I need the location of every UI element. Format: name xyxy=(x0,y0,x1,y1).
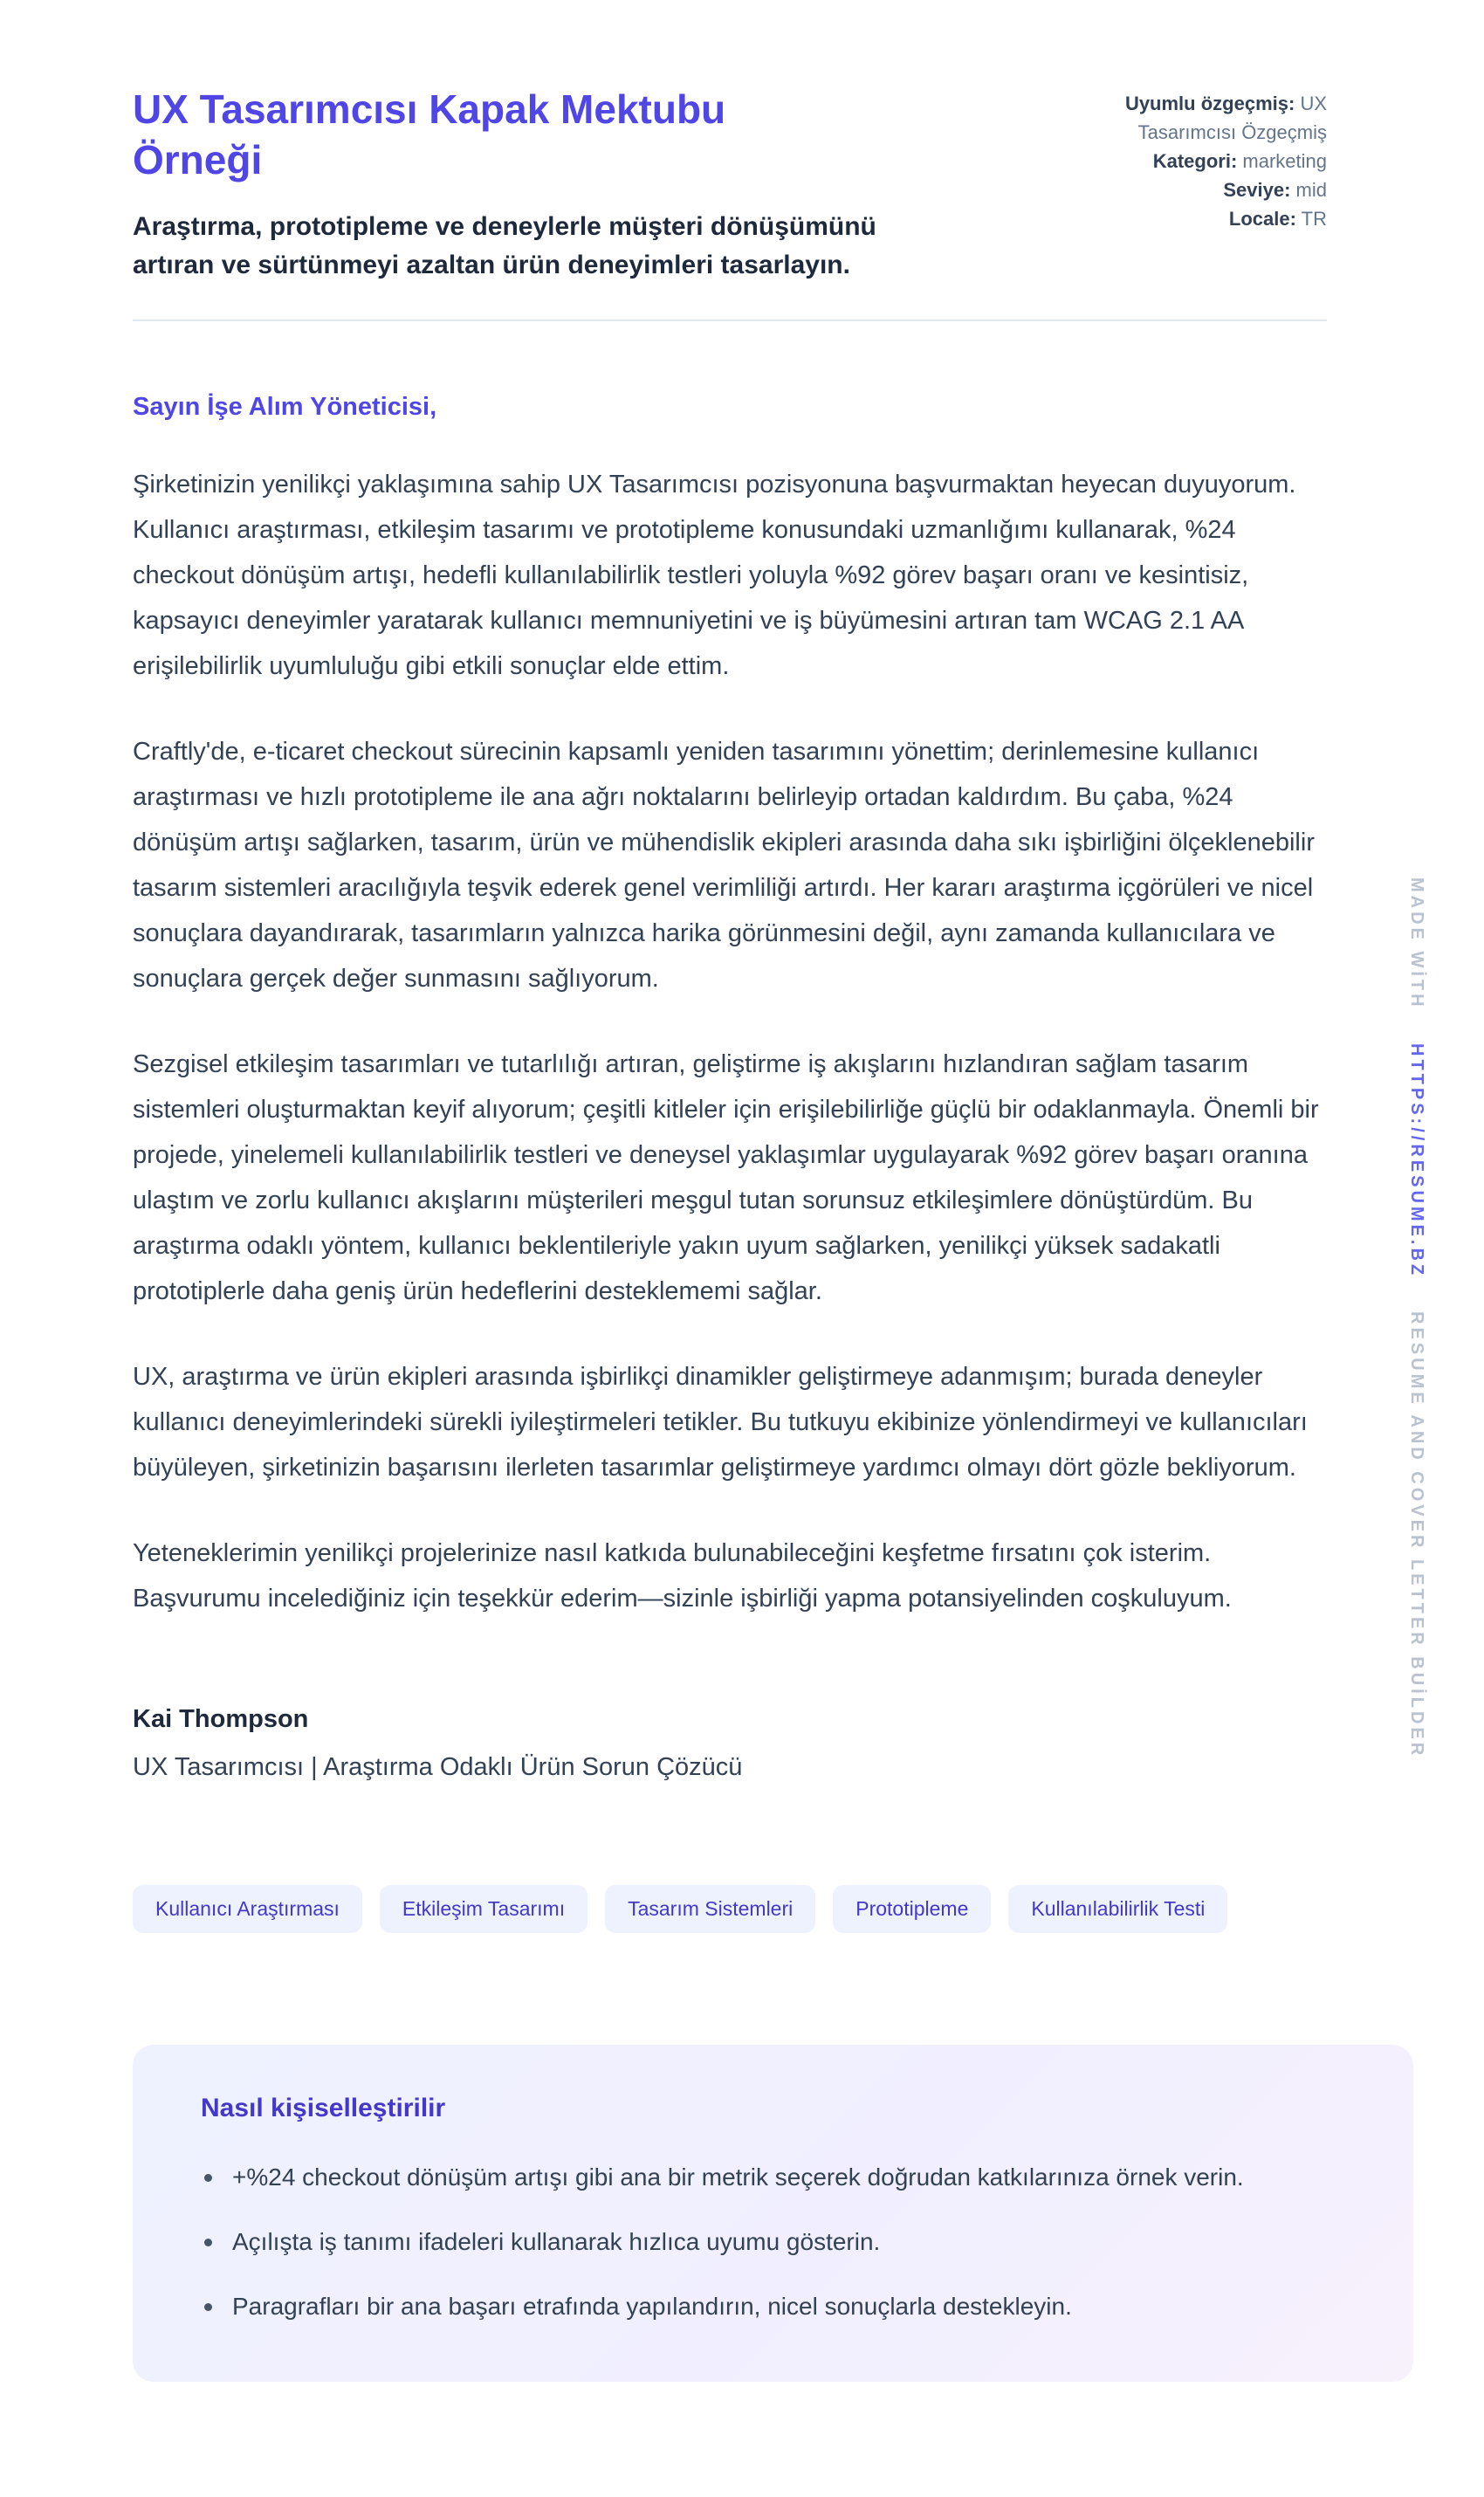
personalization-tips-card xyxy=(133,2045,1413,2382)
tips-list-item: Paragrafları bir ana başarı etrafında yapılandırın, nicel sonuçlarla destekleyin. xyxy=(169,2286,1295,2328)
meta-level xyxy=(1096,175,1327,204)
letter-paragraph: Craftly'de, e-ticaret checkout sürecinin kapsamlı yeniden tasarımını yönettim; derinlemesine kullanıcı araştırması ve hızlı prototipleme ile ana ağrı noktalarını belirleyip ortadan kaldırdım. Bu çaba, %24 dönüşüm artışı sağlarken, tasarım, ürün ve mühendislik ekipleri arasında daha sıkı işbirliğini ölçeklenebilir tasarım sistemleri aracılığıyla teşvik ederek genel verimliliği artırdı. Her kararı araştırma içgörüleri ve nicel sonuçlara dayandırarak, tasarımların yalnızca harika görünmesini değil, aynı zamanda kullanıcılara ve sonuçlara gerçek değer sunmasını sağlıyorum. xyxy=(133,738,1315,993)
watermark-prefix: MADE WİTH xyxy=(1407,877,1426,1010)
meta-block xyxy=(1096,84,1327,233)
page-title: UX Tasarımcısı Kapak Mektubu Örneği xyxy=(133,86,726,182)
meta-level-value: mid xyxy=(1295,179,1327,201)
letter-salutation: Sayın İşe Alım Yöneticisi, xyxy=(133,393,437,421)
letter-paragraph: UX, araştırma ve ürün ekipleri arasında işbirlikçi dinamikler geliştirmeye adanmışım; burada deneyler kullanıcı deneyimlerindeki sürekli iyileştirmeleri tetikler. Bu tutkuyu ekibinize yönlendirmeyi ve kullanıcıları büyüleyen, şirketinizin başarısını ilerleten tasarımlar geliştirmeye yardımcı olmayı dört gözle bekliyorum. xyxy=(133,1363,1308,1482)
meta-category-label: Kategori: xyxy=(1152,150,1238,172)
meta-locale-label: Locale: xyxy=(1228,208,1296,230)
signature-name: Kai Thompson xyxy=(133,1705,309,1733)
meta-category xyxy=(1096,147,1327,175)
skill-tag: Prototipleme xyxy=(833,1885,991,1933)
tips-list xyxy=(169,2156,1352,2328)
tips-title: Nasıl kişiselleştirilir xyxy=(201,2094,446,2122)
header-divider xyxy=(133,320,1327,321)
tips-list-item: Açılışta iş tanımı ifadeleri kullanarak hızlıca uyumu gösterin. xyxy=(169,2221,1295,2263)
title-block xyxy=(133,84,927,285)
meta-resume-value: UX Tasarımcısı Özgeçmiş xyxy=(1137,93,1327,143)
meta-level-label: Seviye: xyxy=(1223,179,1291,201)
page-header xyxy=(133,84,1327,285)
meta-resume-label: Uyumlu özgeçmiş: xyxy=(1124,93,1295,114)
letter-body xyxy=(133,393,1413,1782)
skill-tags xyxy=(133,1885,1413,1933)
signature-role: UX Tasarımcısı | Araştırma Odaklı Ürün Sorun Çözücü xyxy=(133,1753,743,1781)
page-subtitle: Araştırma, prototipleme ve deneylerle müşteri dönüşümünü artıran ve sürtünmeyi azaltan ürün deneyimleri tasarlayın. xyxy=(133,212,876,279)
skill-tag: Etkileşim Tasarımı xyxy=(380,1885,587,1933)
cover-letter-page xyxy=(133,84,1413,2382)
meta-locale-value: TR xyxy=(1301,208,1327,230)
letter-paragraph: Yeteneklerimin yenilikçi projelerinize nasıl katkıda bulunabileceğini keşfetme fırsatını çok isterim. Başvurumu incelediğiniz için teşekkür ederim—sizinle işbirliği yapma potansiyelinden coşkuluyum. xyxy=(133,1539,1232,1613)
watermark-link[interactable]: HTTPS://RESUME.BZ xyxy=(1407,1042,1426,1278)
skill-tag: Tasarım Sistemleri xyxy=(605,1885,815,1933)
watermark-suffix: RESUME AND COVER LETTER BUİLDER xyxy=(1407,1310,1426,1758)
tips-list-item: +%24 checkout dönüşüm artışı gibi ana bir metrik seçerek doğrudan katkılarınıza örnek verin. xyxy=(169,2156,1295,2198)
letter-paragraph: Şirketinizin yenilikçi yaklaşımına sahip UX Tasarımcısı pozisyonuna başvurmaktan heyecan duyuyorum. Kullanıcı araştırması, etkileşim tasarımı ve prototipleme konusundaki uzmanlığımı kullanarak, %24 checkout dönüşüm artışı, hedefli kullanılabilirlik testleri yoluyla %92 görev başarı oranı ve kesintisiz, kapsayıcı deneyimler yaratarak kullanıcı memnuniyetini ve iş büyümesini artıran tam WCAG 2.1 AA erişilebilirlik uyumluluğu gibi etkili sonuçlar elde ettim. xyxy=(133,471,1296,680)
meta-locale xyxy=(1096,204,1327,233)
meta-category-value: marketing xyxy=(1242,150,1327,172)
skill-tag: Kullanılabilirlik Testi xyxy=(1008,1885,1227,1933)
letter-paragraph: Sezgisel etkileşim tasarımları ve tutarlılığı artıran, geliştirme iş akışlarını hızlandıran sağlam tasarım sistemleri oluşturmaktan keyif alıyorum; çeşitli kitleler için erişilebilirliğe güçlü bir odaklanmayla. Önemli bir projede, yinelemeli kullanılabilirlik testleri ve deneysel yaklaşımlar uygulayarak %92 görev başarı oranına ulaştım ve zorlu kullanıcı akışlarını müşterileri meşgul tutan sorunsuz etkileşimlere dönüştürdüm. Bu araştırma odaklı yöntem, kullanıcı beklentileriyle yakın uyum sağlarken, yenilikçi yüksek sadakatli prototiplerle daha geniş ürün hedeflerini desteklememi sağlar. xyxy=(133,1050,1319,1305)
meta-resume xyxy=(1096,89,1327,147)
skill-tag: Kullanıcı Araştırması xyxy=(133,1885,362,1933)
site-watermark xyxy=(1406,877,1426,1758)
